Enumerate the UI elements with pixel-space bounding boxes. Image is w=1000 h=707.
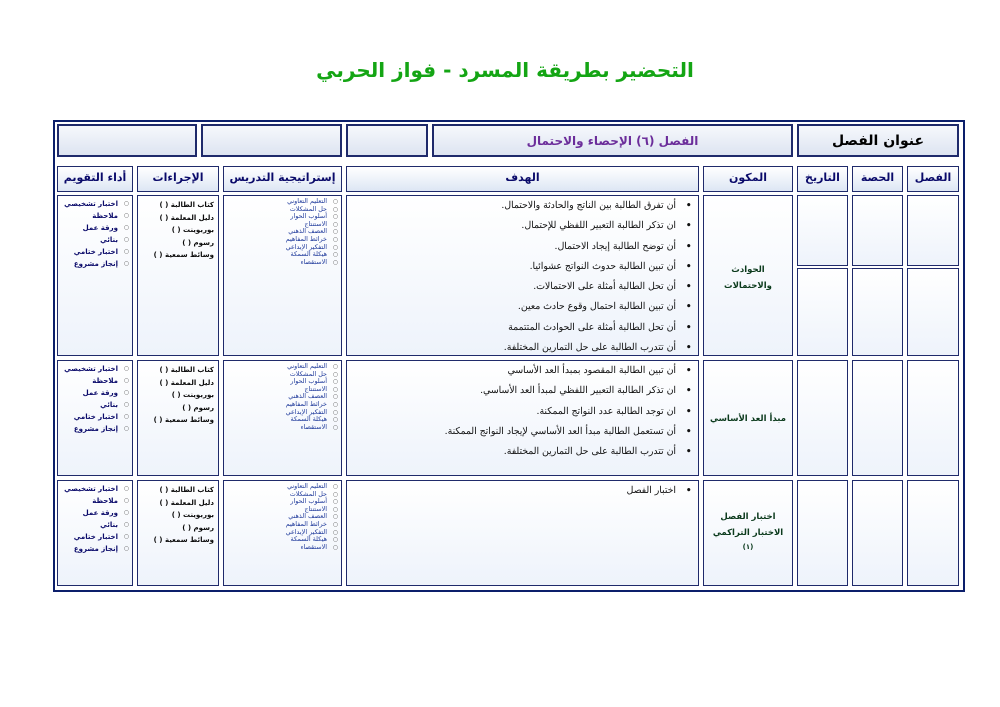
col-header-class: الفصل — [907, 166, 959, 192]
strategy-item: ○ خرائط المفاهيم — [226, 236, 327, 244]
col-header-goal: الهدف — [346, 166, 699, 192]
row1-procedures-cell — [137, 195, 219, 356]
row2-component-cell — [703, 360, 793, 476]
evaluation-item: ○ بنائي — [60, 399, 118, 411]
strategy-item: ○ التفكير الإبداعي — [226, 409, 327, 417]
evaluation-item: ○ إنجاز مشروع — [60, 543, 118, 555]
row1-period-bottom — [852, 268, 903, 356]
row3-goal-cell — [346, 480, 699, 586]
evaluation-item: ○ ملاحظة — [60, 495, 118, 507]
header-empty-box-1 — [346, 124, 428, 157]
page-title: التحضير بطريقة المسرد - فواز الحربي — [316, 58, 694, 82]
col-header-strategy: إستراتيجية التدريس — [223, 166, 342, 192]
strategy-item: ○ هيكلة السمكة — [226, 536, 327, 544]
row3-class — [907, 480, 959, 586]
goal-item: • أن تتدرب الطالبة على حل التمارين المختلفة. — [351, 442, 676, 462]
procedure-item: بوربوينت ( ) — [171, 511, 214, 519]
strategy-item: ○ التفكير الإبداعي — [226, 529, 327, 537]
strategy-item: ○ أسلوب الحوار — [226, 498, 327, 506]
row3-component: اختبار الفصل الاختبار التراكمي (١) — [712, 512, 784, 551]
header-empty-box-2 — [201, 124, 342, 157]
goal-item: • أن تحل الطالبة أمثلة على الحوادث المتتممة — [351, 318, 676, 338]
col-header-period: الحصة — [852, 166, 903, 192]
procedure-item: كتاب الطالبة ( ) — [159, 486, 214, 494]
evaluation-item: ○ اختبار تشخيصي — [60, 483, 118, 495]
row2-procedures — [138, 361, 218, 427]
evaluation-item: ○ اختبار تشخيصي — [60, 198, 118, 210]
row3-component-cell — [703, 480, 793, 586]
strategy-item: ○ الاستنتاج — [226, 221, 327, 229]
goal-item: • أن توضح الطالبة إيجاد الاحتمال. — [351, 237, 676, 257]
strategy-item: ○ العصف الذهني — [226, 228, 327, 236]
row1-evaluation-cell — [57, 195, 133, 356]
row3-strategies — [224, 481, 341, 551]
row1-class-bottom — [907, 268, 959, 356]
unit-label: عنوان الفصل — [831, 133, 925, 149]
procedure-item: دليل المعلمة ( ) — [159, 498, 214, 507]
row1-goals — [347, 196, 698, 358]
procedure-item: رسوم ( ) — [182, 403, 214, 412]
evaluation-item: ○ ملاحظة — [60, 375, 118, 387]
goal-item: • أن تبين الطالبة احتمال وقوع حادث معين. — [351, 297, 676, 317]
evaluation-item: ○ ورقة عمل — [60, 222, 118, 234]
strategy-item: ○ التعليم التعاوني — [226, 363, 327, 371]
row2-evaluation-cell — [57, 360, 133, 476]
row3-period — [852, 480, 903, 586]
goal-item: • أن تفرق الطالبة بين الناتج والحادثة والاحتمال. — [351, 196, 676, 216]
procedure-item: بوربوينت ( ) — [171, 391, 214, 399]
row1-procedures — [138, 196, 218, 262]
procedure-item: وسائط سمعية ( ) — [153, 416, 214, 424]
header-empty-box-3 — [57, 124, 197, 157]
goal-item: • ان تذكر الطالبة التعبير اللفظي للإحتمال. — [351, 216, 676, 236]
unit-title-box — [432, 124, 793, 157]
evaluation-item: ○ اختبار ختامي — [60, 246, 118, 258]
goal-item: • أن تبين الطالبة المقصود بمبدأ العد الأساسي — [351, 361, 676, 381]
row2-class — [907, 360, 959, 476]
goal-item: • أن تستعمل الطالبة مبدأ العد الأساسي لإيجاد النواتج الممكنة. — [351, 422, 676, 442]
row3-date — [797, 480, 848, 586]
evaluation-item: ○ اختبار ختامي — [60, 411, 118, 423]
row1-strategy-cell — [223, 195, 342, 356]
procedure-item: بوربوينت ( ) — [171, 226, 214, 234]
goal-item: • أن تبين الطالبة حدوث النواتج عشوائيا. — [351, 257, 676, 277]
goal-item: • أن تتدرب الطالبة على حل التمارين المختلفة. — [351, 338, 676, 358]
evaluation-item: ○ إنجاز مشروع — [60, 423, 118, 435]
row2-component: مبدأ العد الأساسي — [709, 414, 787, 424]
strategy-item: ○ أسلوب الحوار — [226, 378, 327, 386]
evaluation-item: ○ إنجاز مشروع — [60, 258, 118, 270]
row1-goal-cell — [346, 195, 699, 356]
row1-strategies — [224, 196, 341, 266]
row2-evaluations — [58, 361, 132, 435]
row1-component: الحوادث والاحتمالات — [724, 265, 772, 291]
evaluation-item: ○ بنائي — [60, 234, 118, 246]
row3-evaluations — [58, 481, 132, 555]
evaluation-item: ○ ملاحظة — [60, 210, 118, 222]
row3-procedures-cell — [137, 480, 219, 586]
strategy-item: ○ التعليم التعاوني — [226, 483, 327, 491]
strategy-item: ○ التفكير الإبداعي — [226, 244, 327, 252]
lesson-plan-table — [53, 120, 965, 592]
strategy-item: ○ حل المشكلات — [226, 206, 327, 214]
strategy-item: ○ خرائط المفاهيم — [226, 521, 327, 529]
strategy-item: ○ هيكلة السمكة — [226, 251, 327, 259]
row2-goals — [347, 361, 698, 462]
strategy-item: ○ أسلوب الحوار — [226, 213, 327, 221]
strategy-item: ○ العصف الذهني — [226, 513, 327, 521]
strategy-item: ○ حل المشكلات — [226, 371, 327, 379]
col-header-component: المكون — [703, 166, 793, 192]
strategy-item: ○ الاستنتاج — [226, 506, 327, 514]
evaluation-item: ○ اختبار ختامي — [60, 531, 118, 543]
procedure-item: دليل المعلمة ( ) — [159, 213, 214, 222]
goal-item: • اختبار الفصل — [351, 481, 676, 501]
procedure-item: رسوم ( ) — [182, 238, 214, 247]
strategy-item: ○ خرائط المفاهيم — [226, 401, 327, 409]
goal-item: • ان توجد الطالبة عدد النواتج الممكنة. — [351, 402, 676, 422]
col-header-evaluation: أداء التقويم — [57, 166, 133, 192]
evaluation-item: ○ ورقة عمل — [60, 507, 118, 519]
evaluation-item: ○ اختبار تشخيصي — [60, 363, 118, 375]
row2-goal-cell — [346, 360, 699, 476]
row1-period-top — [852, 195, 903, 266]
row1-component-cell — [703, 195, 793, 356]
strategy-item: ○ العصف الذهني — [226, 393, 327, 401]
row3-goals — [347, 481, 698, 501]
procedure-item: دليل المعلمة ( ) — [159, 378, 214, 387]
procedure-item: كتاب الطالبة ( ) — [159, 201, 214, 209]
row3-strategy-cell — [223, 480, 342, 586]
goal-item: • أن تحل الطالبة أمثلة على الاحتمالات. — [351, 277, 676, 297]
row2-period — [852, 360, 903, 476]
unit-title: الفصل (٦) الإحصاء والاحتمال — [526, 134, 699, 148]
row2-strategies — [224, 361, 341, 431]
strategy-item: ○ هيكلة السمكة — [226, 416, 327, 424]
goal-item: • ان تذكر الطالبة التعبير اللفظي لمبدأ العد الأساسي. — [351, 381, 676, 401]
strategy-item: ○ التعليم التعاوني — [226, 198, 327, 206]
col-header-procedures: الإجراءات — [137, 166, 219, 192]
strategy-item: ○ الاستقصاء — [226, 544, 327, 552]
procedure-item: رسوم ( ) — [182, 523, 214, 532]
col-header-date: التاريخ — [797, 166, 848, 192]
row1-class-top — [907, 195, 959, 266]
evaluation-item: ○ بنائي — [60, 519, 118, 531]
procedure-item: كتاب الطالبة ( ) — [159, 366, 214, 374]
row1-evaluations — [58, 196, 132, 270]
unit-label-box — [797, 124, 959, 157]
evaluation-item: ○ ورقة عمل — [60, 387, 118, 399]
row1-date-bottom — [797, 268, 848, 356]
row3-procedures — [138, 481, 218, 547]
row1-date-top — [797, 195, 848, 266]
procedure-item: وسائط سمعية ( ) — [153, 536, 214, 544]
procedure-item: وسائط سمعية ( ) — [153, 251, 214, 259]
strategy-item: ○ الاستقصاء — [226, 259, 327, 267]
row3-evaluation-cell — [57, 480, 133, 586]
strategy-item: ○ الاستقصاء — [226, 424, 327, 432]
strategy-item: ○ الاستنتاج — [226, 386, 327, 394]
row2-date — [797, 360, 848, 476]
row2-procedures-cell — [137, 360, 219, 476]
strategy-item: ○ حل المشكلات — [226, 491, 327, 499]
row2-strategy-cell — [223, 360, 342, 476]
